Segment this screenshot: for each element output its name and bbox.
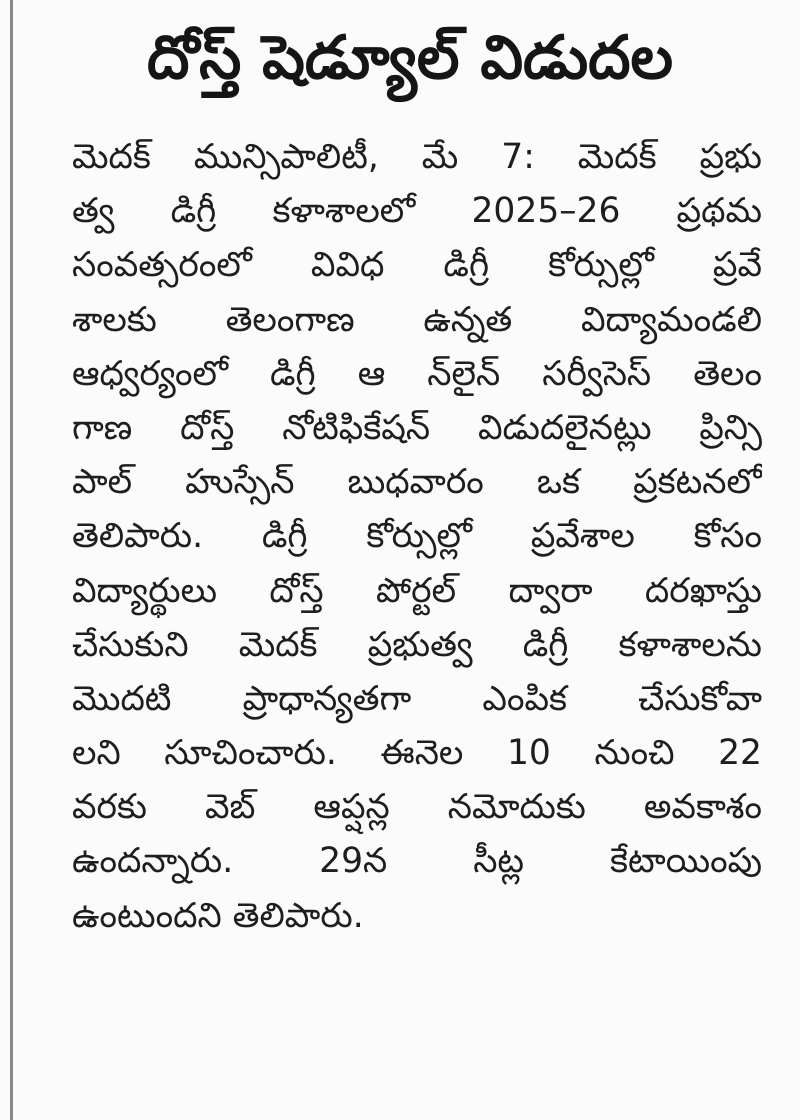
body-line: చేసుకుని మెదక్ ప్రభుత్వ డిగ్రీ కళాశాలను — [72, 624, 762, 665]
body-line: శాలకు తెలంగాణ ఉన్నత విద్యామండలి — [72, 299, 762, 340]
body-line: తెలిపారు. డిగ్రీ కోర్సుల్లో ప్రవేశాల కోసం — [72, 516, 762, 557]
body-line: పాల్ హుస్సేన్ బుధవారం ఒక ప్రకటనలో — [72, 462, 762, 503]
body-line: సంవత్సరంలో వివిధ డిగ్రీ కోర్సుల్లో ప్రవే — [72, 245, 762, 286]
body-line: మెదక్ మున్సిపాలిటీ, మే 7: మెదక్ ప్రభు — [72, 137, 762, 177]
body-line: విద్యార్థులు దోస్త్ పోర్టల్ ద్వారా దరఖాస్తు — [72, 570, 762, 611]
body-line: త్వ డిగ్రీ కళాశాలలో 2025–26 ప్రథమ — [72, 191, 762, 232]
body-line: మొదటి ప్రాధాన్యతగా ఎంపిక చేసుకోవా — [72, 678, 762, 719]
column-divider — [10, 0, 13, 1120]
body-line: ఉందన్నారు. 29న సీట్ల కేటాయింపు — [72, 841, 762, 882]
headline: దోస్త్ షెడ్యూల్ విడుదల — [146, 23, 674, 93]
body-line: వరకు వెబ్ ఆప్షన్ల నమోదుకు అవకాశం — [72, 787, 762, 828]
article-body — [72, 130, 762, 943]
body-line: గాణ దోస్త్ నోటిఫికేషన్ విడుదలైనట్లు ప్రిన్సి — [72, 407, 762, 448]
body-line: ఉంటుందని తెలిపారు. — [72, 895, 364, 936]
body-line: ఆధ్వర్యంలో డిగ్రీ ఆ న్‌లైన్ సర్వీసెస్ తెలం — [72, 353, 762, 394]
body-line: లని సూచించారు. ఈనెల 10 నుంచి 22 — [72, 733, 762, 774]
